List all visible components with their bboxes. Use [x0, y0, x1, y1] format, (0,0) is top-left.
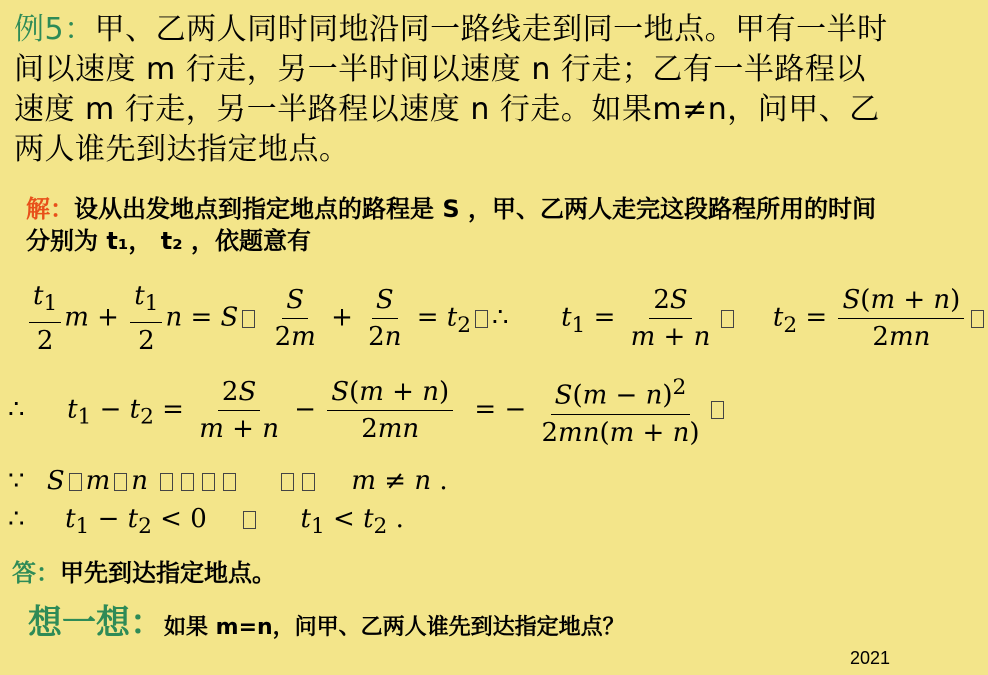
problem-statement	[14, 10, 894, 170]
think-prompt	[28, 595, 625, 644]
equation-line-2: ∴ $t_1 - t_2$ = $\frac{2S}{m + n}$ − $\frac{S(m + n)}{2mn}$ = − $\frac{S(m - n)^2}{2mn(m + n)}$	[8, 372, 728, 449]
footer-year: 2021	[849, 648, 890, 668]
solution-intro	[26, 193, 886, 257]
example-label: 例5：	[14, 12, 95, 47]
answer-text: 甲先到达指定地点。	[60, 559, 276, 587]
answer	[12, 553, 276, 588]
answer-label: 答：	[12, 559, 60, 587]
solution-label: 解：	[26, 195, 74, 223]
equation-line-4: ∴ $t_1 - t_2 < 0$ $t_1 < t_2$ .	[8, 504, 404, 540]
think-label: 想一想：	[28, 603, 164, 643]
equation-line-3: ∵ S m n m ≠ n .	[8, 466, 448, 496]
solution-text: 设从出发地点到指定地点的路程是 S ，甲、乙两人走完这段路程所用的时间分别为 t₁， t₂ ，依题意有	[26, 195, 876, 255]
think-text: 如果 m=n，问甲、乙两人谁先到达指定地点？	[164, 615, 625, 640]
equation-line-1: $\frac{t_1}{2}$ m + $\frac{t_1}{2}$ n = S $\frac{S}{2m}$ + $\frac{S}{2n}$ = $t_2$ ∴ $t_1$ = $\frac{2S}{m + n}$ $t_2$ = $\frac{S(m + n)}{2mn}$	[26, 280, 988, 357]
problem-text: 甲、乙两人同时同地沿同一路线走到同一地点。甲有一半时间以速度 m 行走，另一半时间以速度 n 行走；乙有一半路程以速度 m 行走，另一半路程以速度 n 行走。如果m≠n，问甲、乙两人谁先到达指定地点。	[14, 12, 888, 167]
